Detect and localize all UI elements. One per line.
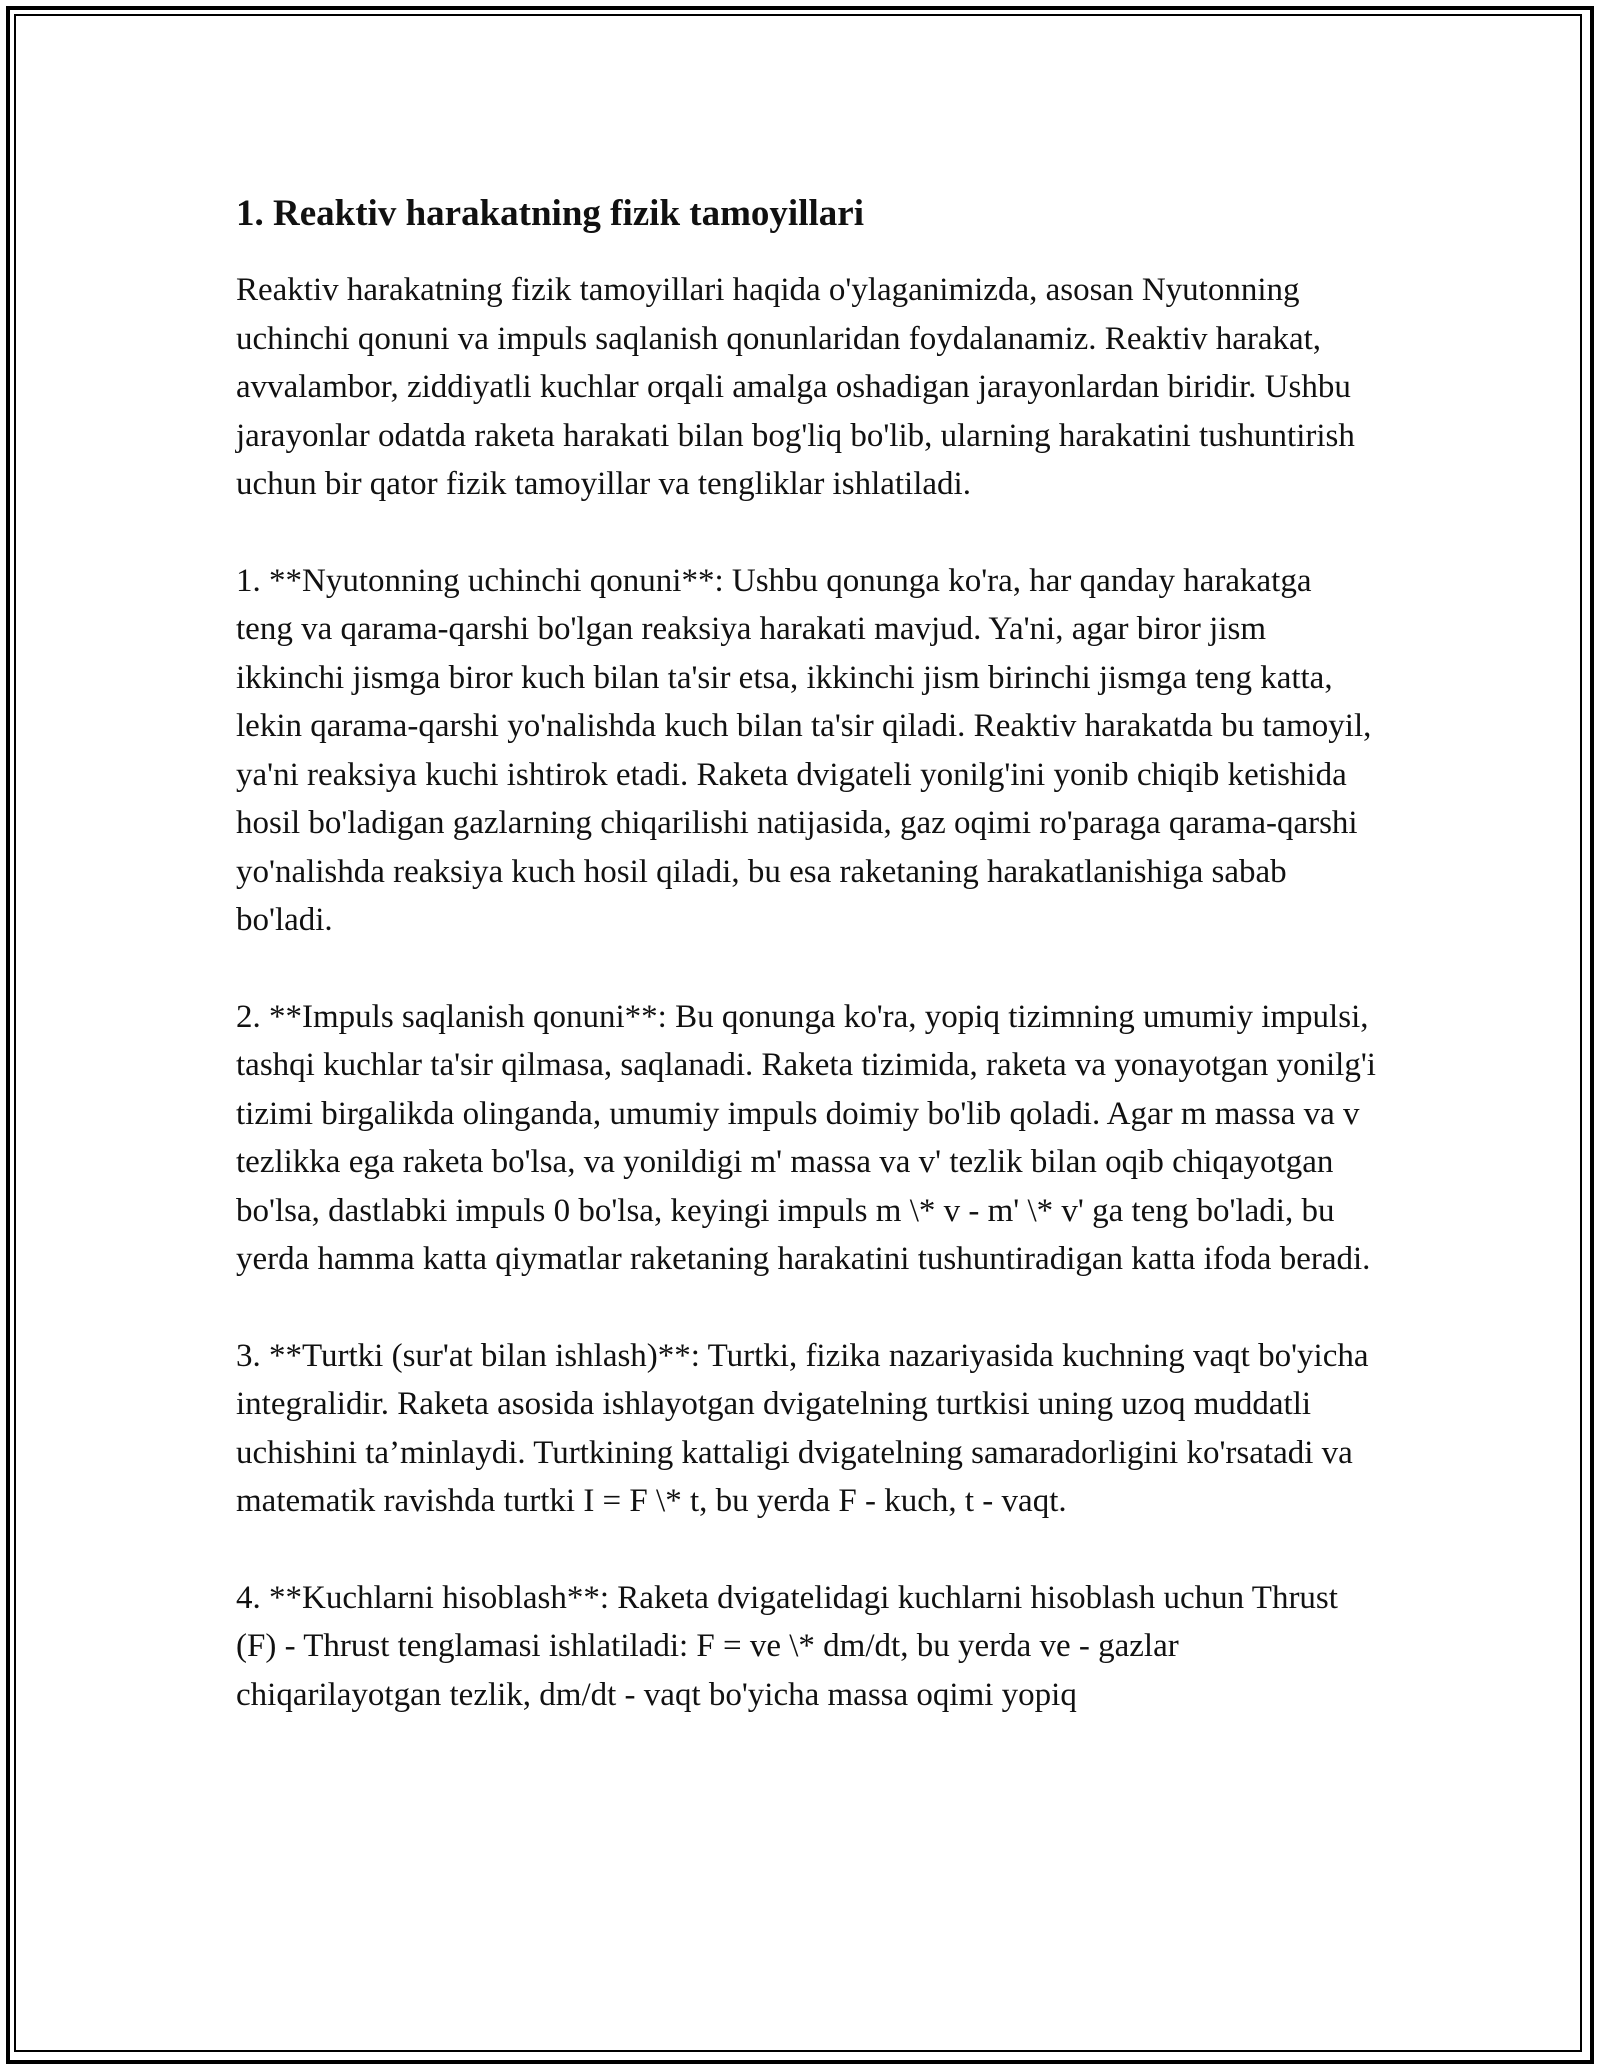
document-body: [236, 190, 1376, 1767]
section-heading: 1. Reaktiv harakatning fizik tamoyillari: [236, 193, 864, 234]
intro-paragraph: Reaktiv harakatning fizik tamoyillari haqida o'ylaganimizda, asosan Nyutonning uchinchi qonuni va impuls saqlanish qonunlaridan foydalanamiz. Reaktiv harakat, avvalambor, ziddiyatli kuchlar orqali amalga oshadigan jarayonlardan biridir. Ushbu jarayonlar odatda raketa harakati bilan bog'liq bo'lib, ularning harakatini tushuntirish uchun bir qator fizik tamoyillar va tengliklar ishlatiladi.: [236, 272, 1355, 502]
paragraph-momentum-conservation: 2. **Impuls saqlanish qonuni**: Bu qonunga ko'ra, yopiq tizimning umumiy impulsi, tashqi kuchlar ta'sir qilmasa, saqlanadi. Raketa tizimida, raketa va yonayotgan yonilg'i tizimi birgalikda olinganda, umumiy impuls doimiy bo'lib qoladi. Agar m massa va v tezlikka ega raketa bo'lsa, va yonildigi m' massa va v' tezlik bilan oqib chiqayotgan bo'lsa, dastlabki impuls 0 bo'lsa, keyingi impuls m \* v - m' \* v' ga teng bo'ladi, bu yerda hamma katta qiymatlar raketaning harakatini tushuntiradigan katta ifoda beradi.: [236, 998, 1376, 1277]
paragraph-impulse: 3. **Turtki (sur'at bilan ishlash)**: Turtki, fizika nazariyasida kuchning vaqt bo'yicha integralidir. Raketa asosida ishlayotgan dvigatelning turtkisi uning uzoq muddatli uchishini ta’minlaydi. Turtkining kattaligi dvigatelning samaradorligini ko'rsatadi va matematik ravishda turtki I = F \* t, bu yerda F - kuch, t - vaqt.: [236, 1337, 1369, 1519]
paragraph-newton-third-law: 1. **Nyutonning uchinchi qonuni**: Ushbu qonunga ko'ra, har qanday harakatga teng va qarama-qarshi bo'lgan reaksiya harakati mavjud. Ya'ni, agar biror jism ikkinchi jismga biror kuch bilan ta'sir etsa, ikkinchi jism birinchi jismga teng katta, lekin qarama-qarshi yo'nalishda kuch bilan ta'sir qiladi. Reaktiv harakatda bu tamoyil, ya'ni reaksiya kuchi ishtirok etadi. Raketa dvigateli yonilg'ini yonib chiqib ketishida hosil bo'ladigan gazlarning chiqarilishi natijasida, gaz oqimi ro'paraga qarama-qarshi yo'nalishda reaksiya kuch hosil qiladi, bu esa raketaning harakatlanishiga sabab bo'ladi.: [236, 562, 1372, 938]
paragraph-force-calculation: 4. **Kuchlarni hisoblash**: Raketa dvigatelidagi kuchlarni hisoblash uchun Thrust (F) - Thrust tenglamasi ishlatiladi: F = ve \* dm/dt, bu yerda ve - gazlar chiqarilayotgan tezlik, dm/dt - vaqt bo'yicha massa oqimi yopiq: [236, 1579, 1338, 1713]
